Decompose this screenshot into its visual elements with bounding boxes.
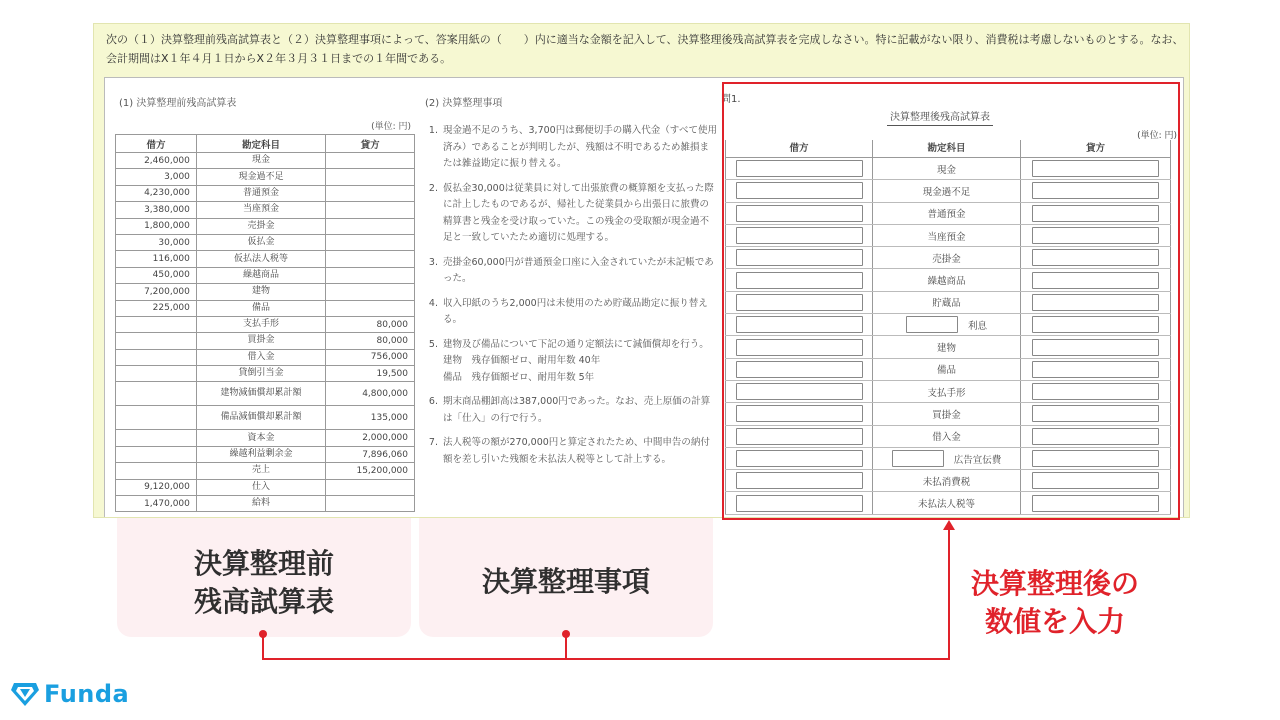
cell-credit: 80,000 xyxy=(326,316,415,332)
cell-credit: 756,000 xyxy=(326,349,415,365)
cell-account: 仮払金 xyxy=(196,234,325,250)
table-row xyxy=(116,234,415,250)
cell-credit xyxy=(326,496,415,512)
answer-title: 決算整理後残高試算表 xyxy=(887,108,993,126)
adjust-callout-label: 決算整理事項 xyxy=(481,565,650,598)
cell-account: 備品減価償却累計額 xyxy=(196,406,325,430)
cell-account: 建物減価償却累計額 xyxy=(196,382,325,406)
cell-debit xyxy=(116,349,197,365)
answer-unit: (単位: 円) xyxy=(1137,131,1177,141)
account-name: 貯蔵品 xyxy=(932,298,961,310)
account-name: 現金 xyxy=(936,164,956,176)
diamond-icon xyxy=(10,681,40,707)
cell-credit xyxy=(326,185,415,201)
brand-logo xyxy=(10,680,129,708)
answer-col-debit: 借方 xyxy=(725,140,873,157)
cell-account: 貸倒引当金 xyxy=(196,366,325,382)
col-debit: 借方 xyxy=(116,135,197,153)
question-number: 問1. xyxy=(721,94,741,105)
cell-debit: 225,000 xyxy=(116,300,197,316)
after-callout-line2: 数値を入力 xyxy=(984,605,1125,638)
account-name: 売掛金 xyxy=(932,253,961,265)
cell-account: 現金過不足 xyxy=(196,169,325,185)
cell-credit xyxy=(326,284,415,300)
adjustments-caption: (2) 決算整理事項 xyxy=(425,98,503,109)
cell-account: 現金 xyxy=(196,153,325,169)
table-row xyxy=(116,496,415,512)
before-callout-line1: 決算整理前 xyxy=(193,547,334,580)
cell-account: 支払手形 xyxy=(196,316,325,332)
account-name: 未払消費税 xyxy=(922,476,971,488)
cell-account: 売上 xyxy=(196,463,325,479)
adjustment-item: 4. 収入印紙のうち2,000円は未使用のため貯蔵品勘定に振り替える。 xyxy=(441,296,717,329)
cell-account: 繰越利益剰余金 xyxy=(196,446,325,462)
table-row xyxy=(116,202,415,218)
cell-account: 仕入 xyxy=(196,479,325,495)
cell-debit xyxy=(116,463,197,479)
cell-credit xyxy=(326,218,415,234)
cell-credit xyxy=(326,169,415,185)
account-name: 買掛金 xyxy=(932,409,961,421)
trial-before-caption: (1) 決算整理前残高試算表 xyxy=(119,98,237,109)
cell-debit: 4,230,000 xyxy=(116,185,197,201)
cell-credit: 4,800,000 xyxy=(326,382,415,406)
cell-credit xyxy=(326,300,415,316)
after-callout-label xyxy=(940,565,1170,641)
answer-col-credit: 貸方 xyxy=(1021,140,1171,157)
table-row xyxy=(116,284,415,300)
adjustment-item: 5. 建物及び備品について下記の通り定額法にて減価償却を行う。 建物 残存価額ゼロ、耐用年数 40年 備品 残存価額ゼロ、耐用年数 5年 xyxy=(441,337,717,387)
table-row xyxy=(116,430,415,446)
trial-before-unit: (単位: 円) xyxy=(371,122,411,132)
connector-line xyxy=(262,634,264,660)
table-row xyxy=(116,251,415,267)
table-row xyxy=(116,366,415,382)
connector-line xyxy=(262,658,950,660)
table-row xyxy=(116,382,415,406)
cell-account: 買掛金 xyxy=(196,333,325,349)
cell-debit xyxy=(116,316,197,332)
cell-debit xyxy=(116,430,197,446)
cell-debit: 3,000 xyxy=(116,169,197,185)
instruction-text: 次の（１）決算整理前残高試算表と（２）決算整理事項によって、答案用紙の（ ）内に適当な金額を記入して、決算整理後残高試算表を完成しなさい。特に記載がない限り、消費税は考慮しないものとする。なお、会計期間はX１年４月１日からX２年３月３１日までの１年間である。 xyxy=(106,33,1184,65)
account-name: 当座預金 xyxy=(927,231,966,243)
cell-debit: 1,800,000 xyxy=(116,218,197,234)
col-account: 勘定科目 xyxy=(196,135,325,153)
cell-debit xyxy=(116,366,197,382)
adjustments-list xyxy=(421,123,721,468)
table-row xyxy=(116,406,415,430)
col-credit: 貸方 xyxy=(326,135,415,153)
cell-debit xyxy=(116,446,197,462)
brand-name: Funda xyxy=(44,680,130,708)
adjustment-item: 6. 期末商品棚卸高は387,000円であった。なお、売上原価の計算は「仕入」の行で行う。 xyxy=(441,394,717,427)
cell-debit: 3,380,000 xyxy=(116,202,197,218)
cell-debit: 9,120,000 xyxy=(116,479,197,495)
adjustment-item: 3. 売掛金60,000円が普通預金口座に入金されていたが未記帳であった。 xyxy=(441,255,717,288)
cell-account: 当座預金 xyxy=(196,202,325,218)
table-row xyxy=(116,300,415,316)
cell-debit: 2,460,000 xyxy=(116,153,197,169)
cell-account: 繰越商品 xyxy=(196,267,325,283)
table-row xyxy=(116,218,415,234)
cell-credit xyxy=(326,479,415,495)
cell-debit: 116,000 xyxy=(116,251,197,267)
account-name: 利息 xyxy=(967,320,987,332)
cell-credit xyxy=(326,267,415,283)
cell-account: 普通預金 xyxy=(196,185,325,201)
account-name: 借入金 xyxy=(932,432,961,444)
table-row xyxy=(116,333,415,349)
account-name: 未払法人税等 xyxy=(917,499,975,511)
trial-before-panel xyxy=(115,86,415,512)
connector-line xyxy=(565,634,567,660)
cell-debit xyxy=(116,406,197,430)
table-row xyxy=(116,267,415,283)
cell-credit: 7,896,060 xyxy=(326,446,415,462)
cell-credit xyxy=(326,202,415,218)
adjustments-panel xyxy=(421,86,721,476)
table-row xyxy=(116,463,415,479)
table-row xyxy=(116,153,415,169)
cell-credit xyxy=(326,251,415,267)
account-name: 建物 xyxy=(936,343,956,355)
answer-col-account: 勘定科目 xyxy=(873,140,1021,157)
adjustment-item: 1. 現金過不足のうち、3,700円は郵便切手の購入代金（すべて使用済み）であることが判明したが、残額は不明であるため雑損または雑益勘定に振り替える。 xyxy=(441,123,717,173)
cell-account: 建物 xyxy=(196,284,325,300)
account-name: 普通預金 xyxy=(927,209,966,221)
cell-credit: 135,000 xyxy=(326,406,415,430)
cell-debit xyxy=(116,382,197,406)
account-name: 備品 xyxy=(936,365,956,377)
table-row xyxy=(116,316,415,332)
arrow-up-icon xyxy=(943,520,955,530)
account-name: 繰越商品 xyxy=(927,276,966,288)
cell-credit: 15,200,000 xyxy=(326,463,415,479)
cell-debit: 7,200,000 xyxy=(116,284,197,300)
table-row xyxy=(116,185,415,201)
cell-account: 給料 xyxy=(196,496,325,512)
cell-debit: 1,470,000 xyxy=(116,496,197,512)
table-row xyxy=(116,169,415,185)
cell-account: 借入金 xyxy=(196,349,325,365)
before-callout-line2: 残高試算表 xyxy=(193,585,334,618)
cell-credit xyxy=(326,153,415,169)
table-row xyxy=(116,349,415,365)
after-callout-line1: 決算整理後の xyxy=(970,567,1139,600)
table-row xyxy=(116,446,415,462)
account-name: 支払手形 xyxy=(927,387,966,399)
adjustment-item: 2. 仮払金30,000は従業員に対して出張旅費の概算額を支払った際に計上したものであるが、帰社した従業員から出張日に旅費の精算書と残金を受け取っていた。この残金の受取額が現金過不足と一致していたため適切に処理する。 xyxy=(441,181,717,247)
cell-debit: 450,000 xyxy=(116,267,197,283)
account-name: 現金過不足 xyxy=(922,186,971,198)
account-name: 広告宣伝費 xyxy=(953,454,1002,466)
cell-credit: 2,000,000 xyxy=(326,430,415,446)
connector-line xyxy=(948,530,950,660)
cell-account: 売掛金 xyxy=(196,218,325,234)
cell-account: 備品 xyxy=(196,300,325,316)
cell-debit: 30,000 xyxy=(116,234,197,250)
adjustment-item: 7. 法人税等の額が270,000円と算定されたため、中間申告の納付額を差し引いた残額を未払法人税等として計上する。 xyxy=(441,435,717,468)
before-callout-label xyxy=(117,545,411,621)
trial-before-table xyxy=(115,134,415,512)
cell-account: 仮払法人税等 xyxy=(196,251,325,267)
cell-credit: 19,500 xyxy=(326,366,415,382)
cell-account: 資本金 xyxy=(196,430,325,446)
cell-debit xyxy=(116,333,197,349)
cell-credit xyxy=(326,234,415,250)
cell-credit: 80,000 xyxy=(326,333,415,349)
table-row xyxy=(116,479,415,495)
answer-highlight-frame xyxy=(722,82,1180,520)
